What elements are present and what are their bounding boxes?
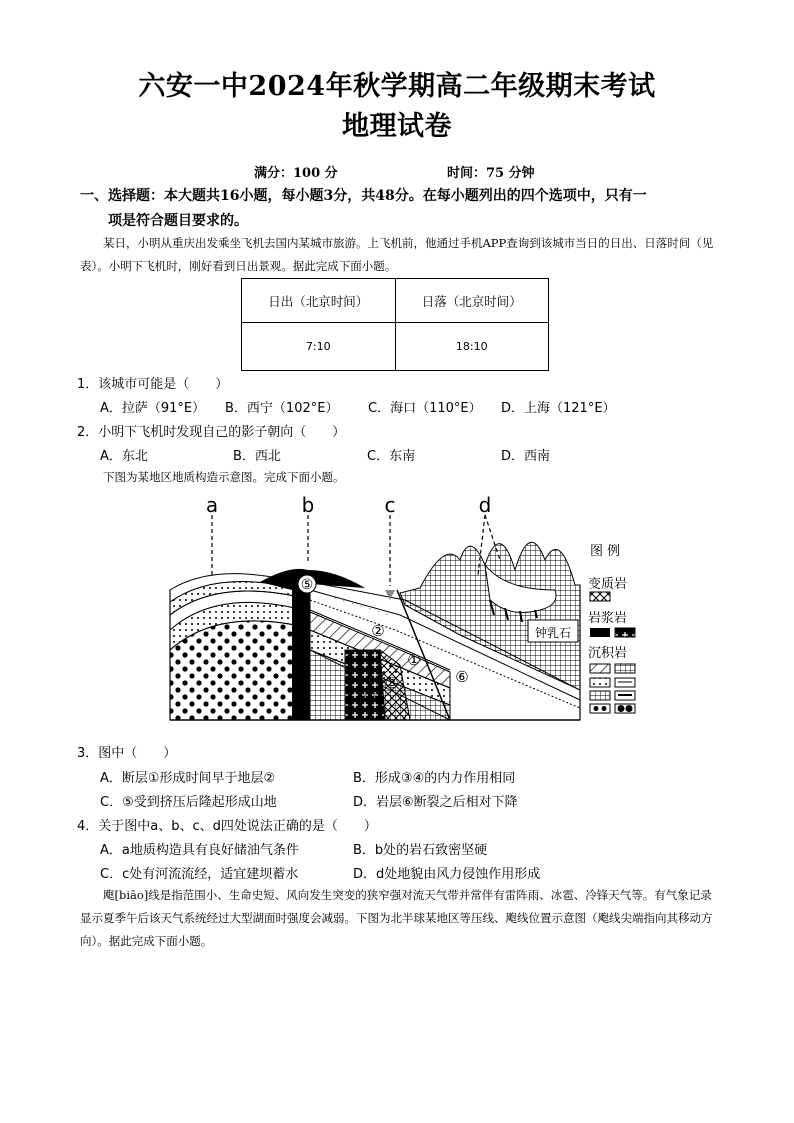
label-2: ② — [371, 622, 385, 640]
q1-option-a[interactable]: A．拉萨（91°E） — [100, 401, 206, 416]
question-4-stem: 4．关于图中a、b、c、d四处说法正确的是（ ） — [77, 819, 377, 834]
full-score: 满分：100 分 — [254, 166, 338, 181]
intro-paragraph-1: 某日，小明从重庆出发乘坐飞机去国内某城市旅游。上飞机前，他通过手机APP查询到该城市当日的日出、日落时间（见表）。小明下飞机时，刚好看到日出景观。据此完成下面小题。 — [80, 236, 714, 273]
q2-option-d[interactable]: D．西南 — [501, 449, 551, 464]
sunrise-sunset-table — [241, 278, 549, 371]
question-3-stem: 3．图中（ ） — [77, 746, 177, 761]
q3-option-a[interactable]: A．断层①形成时间早于地层② — [100, 771, 276, 786]
label-stalactite: 钟乳石 — [534, 626, 572, 640]
table-header-sunrise: 日出（北京时间） — [242, 279, 396, 323]
q1-option-c[interactable]: C．海口（110°E） — [368, 401, 482, 416]
exam-time: 时间：75 分钟 — [447, 166, 535, 181]
label-5: ⑤ — [300, 577, 314, 593]
legend-magmatic: 岩浆岩 — [588, 611, 628, 626]
legend-title: 图 例 — [590, 544, 621, 559]
label-6: ⑥ — [455, 668, 469, 686]
label-3: ③ — [385, 674, 399, 692]
q3-option-c[interactable]: C．⑤受到挤压后隆起形成山地 — [100, 795, 277, 810]
q4-option-a[interactable]: A．a地质构造具有良好储油气条件 — [100, 843, 299, 858]
intro-paragraph-2: 下图为某地区地质构造示意图。完成下面小题。 — [103, 470, 345, 484]
q2-option-b[interactable]: B．西北 — [233, 449, 281, 464]
legend-metamorphic: 变质岩 — [588, 577, 628, 592]
q3-option-d[interactable]: D．岩层⑥断裂之后相对下降 — [353, 795, 518, 810]
q3-option-b[interactable]: B．形成③④的内力作用相同 — [353, 771, 516, 786]
exam-title-line2: 地理试卷 — [342, 111, 452, 142]
legend-sedimentary: 沉积岩 — [588, 646, 628, 661]
table-cell-sunset: 18:10 — [395, 323, 549, 371]
section-heading-line1: 一、选择题：本大题共16小题，每小题3分，共48分。在每小题列出的四个选项中，只有一 — [80, 188, 647, 204]
label-c: c — [384, 493, 396, 517]
q4-option-c[interactable]: C．c处有河流流经，适宜建坝蓄水 — [100, 867, 299, 882]
section-heading-line2: 项是符合题目要求的。 — [108, 213, 248, 229]
q1-option-d[interactable]: D．上海（121°E） — [501, 401, 616, 416]
exam-title-line1: 六安一中2024年秋学期高二年级期末考试 — [138, 71, 656, 102]
q1-option-b[interactable]: B．西宁（102°E） — [225, 401, 339, 416]
q4-option-d[interactable]: D．d处地貌由风力侵蚀作用形成 — [353, 867, 541, 882]
geologic-structure-diagram — [160, 490, 650, 725]
label-1: ① — [407, 651, 421, 669]
label-a: a — [205, 493, 219, 517]
label-4: ④ — [363, 688, 377, 706]
question-2-stem: 2．小明下飞机时发现自己的影子朝向（ ） — [77, 425, 346, 440]
table-cell-sunrise: 7:10 — [242, 323, 396, 371]
q2-option-c[interactable]: C．东南 — [367, 449, 416, 464]
table-header-sunset: 日落（北京时间） — [395, 279, 549, 323]
section-heading — [80, 184, 720, 234]
label-d: d — [478, 493, 492, 517]
q2-option-a[interactable]: A．东北 — [100, 449, 148, 464]
label-b: b — [301, 493, 315, 517]
intro-paragraph-3: 飑[biāo]线是指范围小、生命史短、风向发生突变的狭窄强对流天气带并常伴有雷阵雨、冰雹、冷锋天气等。有气象记录显示夏季午后该天气系统经过大型湖面时强度会减弱。下图为北半球某地区等压线、飑线位置示意图（飑线尖端指向其移动方向）。据此完成下面小题。 — [80, 888, 713, 948]
granite-intrusion — [345, 650, 385, 720]
question-1-stem: 1．该城市可能是（ ） — [77, 377, 229, 392]
q4-option-b[interactable]: B．b处的岩石致密坚硬 — [353, 843, 488, 858]
